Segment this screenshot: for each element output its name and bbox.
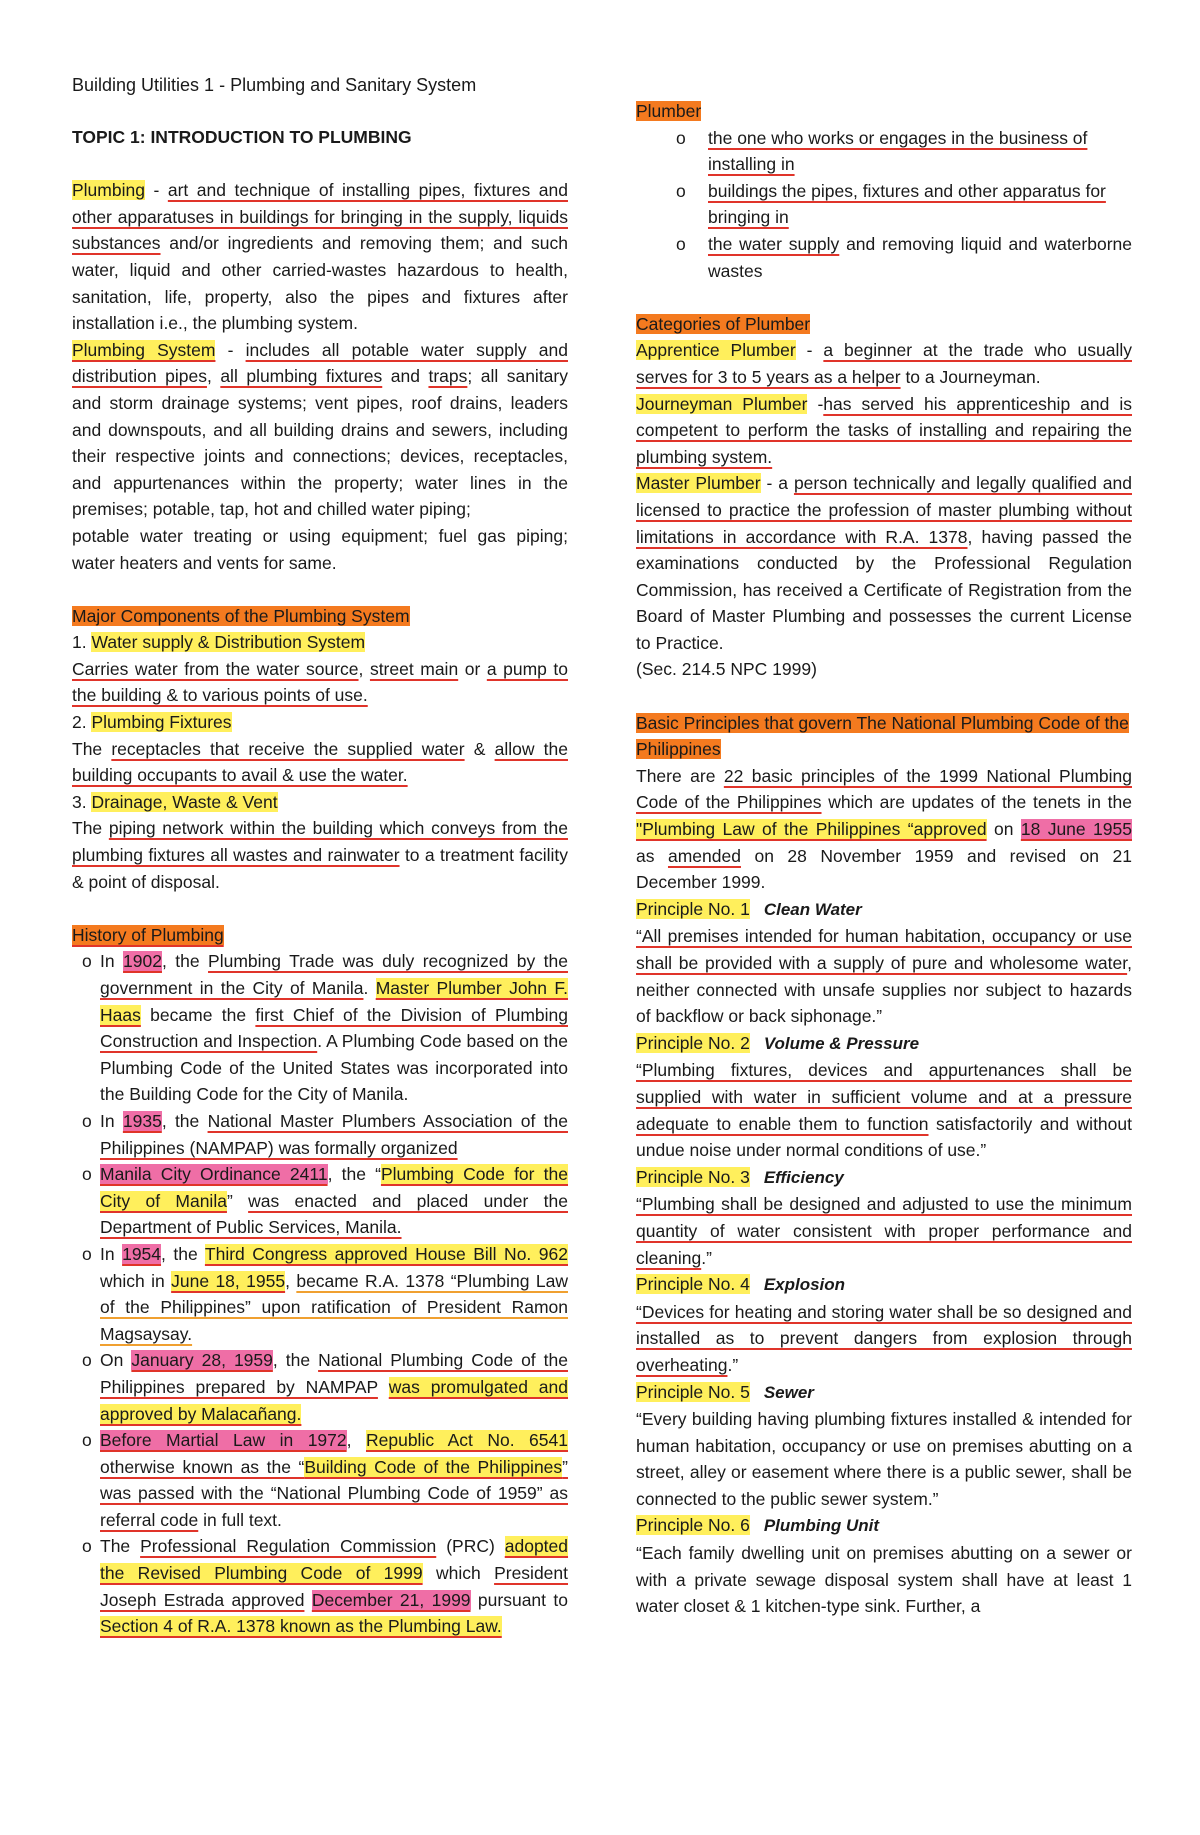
principle-6-title: Principle No. 6 Plumbing Unit: [636, 1515, 880, 1536]
left-column: [72, 124, 568, 1640]
component-2-title: 2. Plumbing Fixtures: [72, 712, 232, 733]
plumbing-system-definition: Plumbing System - includes all potable water supply and distribution pipes, all plumbing fixtures and traps; all sanitary and storm drainage systems; vent pipes, roof drains, leaders and downspouts, and all building drains and sewers, including their respective joints and connections; devices, receptacles, and appurtenances within the property; water lines in the premises; potable, tap, hot and chilled water piping;: [72, 339, 568, 520]
history-item: o Before Martial Law in 1972, Republic Act No. 6541 otherwise known as the “Building Code of the Philippines” was passed with the “National Plumbing Code of 1959” as referral code in full text.: [72, 1427, 568, 1533]
history-item: o In 1902, the Plumbing Trade was duly recognized by the government in the City of Manila. Master Plumber John F. Haas became the first Chief of the Division of Plumbing Construction and Inspection. A Plumbing Code based on the Plumbing Code of the United States was incorporated into the Building Code for the City of Manila.: [72, 948, 568, 1108]
principles-heading: Basic Principles that govern The National Plumbing Code of the Philippines: [636, 712, 1129, 760]
term-plumbing: Plumbing: [72, 180, 145, 201]
hollow-circle-bullet-icon: o: [82, 1110, 92, 1131]
plumbing-definition: Plumbing - art and technique of installing pipes, fixtures and other apparatuses in buildings for bringing in the supply, liquids substances and/or ingredients and removing them; and such water, liquid and other carried-wastes hazardous to health, sanitation, life, property, also the pipes and fixtures after installation i.e., the plumbing system.: [72, 180, 568, 334]
hollow-circle-bullet-icon: o: [82, 1350, 92, 1371]
hollow-circle-bullet-icon: o: [82, 1243, 92, 1264]
principles-intro: There are 22 basic principles of the 1999 National Plumbing Code of the Philippines which are updates of the tenets in the "Plumbing Law of the Philippines “approved on 18 June 1955 as amended on 28 November 1959 and revised on 21 December 1999.: [636, 765, 1133, 893]
principle-2-title: Principle No. 2 Volume & Pressure: [636, 1032, 920, 1053]
hollow-circle-bullet-icon: o: [676, 233, 686, 254]
component-1-desc: Carries water from the water source, street main or a pump to the building & to various points of use.: [72, 658, 569, 706]
plumbing-system-definition-cont: potable water treating or using equipment; fuel gas piping; water heaters and vents for same.: [72, 525, 568, 573]
hollow-circle-bullet-icon: o: [82, 1430, 92, 1451]
categories-heading: Categories of Plumber: [636, 313, 811, 334]
hollow-circle-bullet-icon: o: [676, 127, 686, 148]
history-item: o Manila City Ordinance 2411, the “Plumbing Code for the City of Manila” was enacted and placed under the Department of Public Services, Manila.: [72, 1161, 568, 1241]
plumber-list-item: o the one who works or engages in the business of installing in: [636, 125, 1132, 178]
history-item: o In 1935, the National Master Plumbers Association of the Philippines (NAMPAP) was formally organized: [72, 1108, 568, 1161]
hollow-circle-bullet-icon: o: [676, 180, 686, 201]
right-column: [636, 98, 1132, 1620]
plumber-heading: Plumber: [636, 101, 702, 121]
plumber-list-item: o buildings the pipes, fixtures and other apparatus for bringing in: [636, 178, 1132, 231]
plumber-list-item: o the water supply and removing liquid and waterborne wastes: [636, 231, 1132, 284]
hollow-circle-bullet-icon: o: [82, 1536, 92, 1557]
history-list: [72, 948, 568, 1639]
component-1-title: 1. Water supply & Distribution System: [72, 632, 366, 653]
principle-3-text: “Plumbing shall be designed and adjusted to use the minimum quantity of water consistent with proper performance and cleaning.”: [636, 1194, 1132, 1268]
topic-heading: TOPIC 1: INTRODUCTION TO PLUMBING: [72, 127, 412, 147]
history-heading: History of Plumbing: [72, 924, 224, 945]
principle-3-title: Principle No. 3 Efficiency: [636, 1166, 844, 1187]
component-3-desc: The piping network within the building which conveys from the plumbing fixtures all wastes and rainwater to a treatment facility & point of disposal.: [72, 818, 568, 892]
principle-1-text: “All premises intended for human habitation, occupancy or use shall be provided with a supply of pure and wholesome water, neither connected with unsafe supplies nor subject to hazards of backflow or back siphonage.”: [636, 926, 1132, 1027]
hollow-circle-bullet-icon: o: [82, 1164, 92, 1185]
component-2-desc: The receptacles that receive the supplied water & allow the building occupants to avail & use the water.: [72, 738, 568, 786]
principle-1-title: Principle No. 1 Clean Water: [636, 898, 862, 919]
principle-4-title: Principle No. 4 Explosion: [636, 1274, 846, 1295]
document-header: Building Utilities 1 - Plumbing and Sanitary System: [72, 75, 477, 95]
principle-2-text: “Plumbing fixtures, devices and appurtenances shall be supplied with water in sufficient volume and at a pressure adequate to enable them to function satisfactorily and without undue noise under normal conditions of use.”: [636, 1060, 1132, 1161]
history-item: o The Professional Regulation Commission (PRC) adopted the Revised Plumbing Code of 1999 which President Joseph Estrada approved December 21, 1999 pursuant to Section 4 of R.A. 1378 known as the Plumbing Law.: [72, 1533, 568, 1639]
hollow-circle-bullet-icon: o: [82, 951, 92, 972]
history-item: o On January 28, 1959, the National Plumbing Code of the Philippines prepared by NAMPAP was promulgated and approved by Malacañang.: [72, 1347, 568, 1427]
plumber-list: [636, 125, 1132, 285]
principle-5-title: Principle No. 5 Sewer: [636, 1381, 814, 1402]
component-3-title: 3. Drainage, Waste & Vent: [72, 791, 278, 812]
apprentice-definition: Apprentice Plumber - a beginner at the trade who usually serves for 3 to 5 years as a helper to a Journeyman.: [636, 340, 1132, 387]
components-heading: Major Components of the Plumbing System: [72, 605, 410, 626]
master-reference: (Sec. 214.5 NPC 1999): [636, 659, 817, 680]
principle-5-text: “Every building having plumbing fixtures installed & intended for human habitation, occupancy or use on premises abutting on a street, alley or easement where there is a public sewer, shall be connected to the public sewer system.”: [636, 1409, 1132, 1509]
journeyman-definition: Journeyman Plumber -has served his apprenticeship and is competent to perform the tasks of installing and repairing the plumbing system.: [636, 393, 1132, 467]
history-item: o In 1954, the Third Congress approved House Bill No. 962 which in June 18, 1955, became R.A. 1378 “Plumbing Law of the Philippines” upon ratification of President Ramon Magsaysay.: [72, 1241, 568, 1347]
term-plumbing-system: Plumbing System: [72, 339, 216, 360]
principle-6-text: “Each family dwelling unit on premises abutting on a sewer or with a private sewage disposal system shall have at least 1 water closet & 1 kitchen-type sink. Further, a: [636, 1543, 1132, 1617]
principle-4-text: “Devices for heating and storing water shall be so designed and installed as to prevent dangers from explosion through overheating.”: [636, 1301, 1132, 1375]
master-definition: Master Plumber - a person technically and legally qualified and licensed to practice the profession of master plumbing without limitations in accordance with R.A. 1378, having passed the examinations conducted by the Professional Regulation Commission, has received a Certificate of Registration from the Board of Master Plumbing and possesses the current License to Practice.: [636, 473, 1132, 653]
